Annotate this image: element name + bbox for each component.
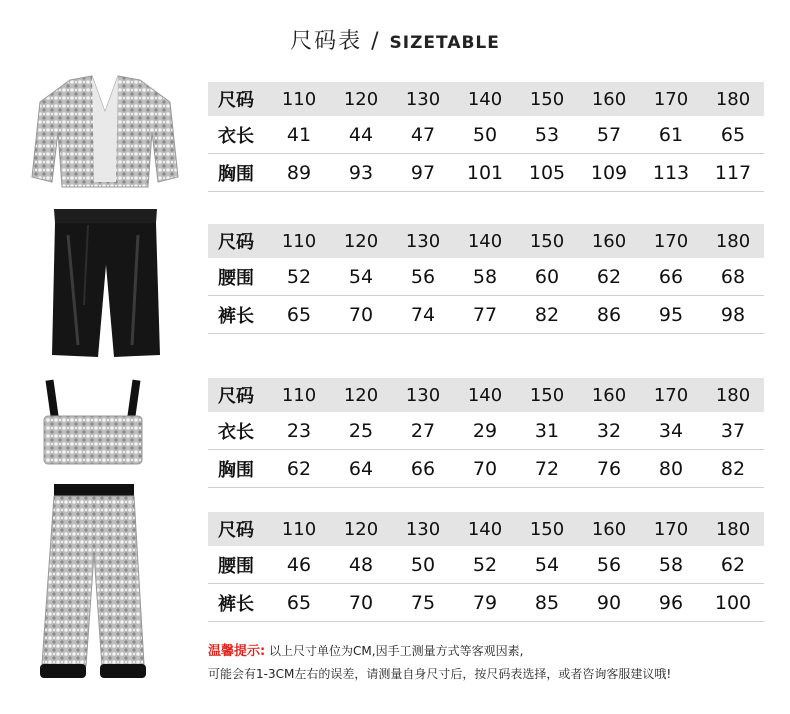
value-cell: 80 (658, 457, 684, 480)
header-label: 尺码 (218, 90, 254, 111)
row-label: 衣长 (218, 421, 254, 443)
value-cell: 60 (534, 265, 560, 288)
tips-title: 温馨提示: (208, 644, 266, 659)
tips-line-2: 可能会有1-3CM左右的误差，请测量自身尺寸后，按尺码表选择，或者咨询客服建议哦! (208, 667, 672, 681)
row-label: 腰围 (218, 555, 254, 577)
value-cell: 65 (286, 591, 312, 614)
value-cell: 70 (472, 457, 498, 480)
value-cell: 48 (348, 553, 374, 576)
size-cell: 120 (343, 88, 379, 110)
value-cell: 74 (410, 303, 436, 326)
value-cell: 52 (286, 265, 312, 288)
header-label: 尺码 (218, 232, 254, 253)
value-cell: 52 (472, 553, 498, 576)
value-cell: 62 (286, 457, 312, 480)
value-cell: 70 (348, 591, 374, 614)
sequin-jacket-image (30, 72, 180, 192)
value-cell: 75 (410, 591, 436, 614)
size-cell: 160 (591, 230, 627, 252)
table-row (208, 584, 764, 622)
row-label: 腰围 (218, 267, 254, 289)
leather-pants-image (48, 205, 163, 365)
size-cell: 130 (405, 518, 441, 540)
table-header-row (208, 378, 764, 412)
value-cell: 77 (472, 303, 498, 326)
value-cell: 68 (720, 265, 746, 288)
value-cell: 86 (596, 303, 622, 326)
size-cell: 110 (281, 88, 317, 110)
size-cell: 160 (591, 384, 627, 406)
value-cell: 65 (286, 303, 312, 326)
value-cell: 50 (410, 553, 436, 576)
size-cell: 120 (343, 518, 379, 540)
row-label: 裤长 (218, 593, 254, 615)
size-cell: 130 (405, 88, 441, 110)
size-cell: 120 (343, 230, 379, 252)
tips-line-1: 以上尺寸单位为CM,因手工测量方式等客观因素, (269, 644, 524, 658)
value-cell: 101 (466, 161, 504, 184)
table-row (208, 412, 764, 450)
value-cell: 117 (714, 161, 752, 184)
size-cell: 130 (405, 384, 441, 406)
size-cell: 150 (529, 518, 565, 540)
value-cell: 32 (596, 419, 622, 442)
value-cell: 96 (658, 591, 684, 614)
table-row (208, 154, 764, 192)
value-cell: 53 (534, 123, 560, 146)
size-cell: 140 (467, 88, 503, 110)
value-cell: 57 (596, 123, 622, 146)
value-cell: 62 (720, 553, 746, 576)
value-cell: 34 (658, 419, 684, 442)
title-en: SIZETABLE (389, 33, 500, 53)
size-cell: 140 (467, 384, 503, 406)
table-row (208, 450, 764, 488)
value-cell: 65 (720, 123, 746, 146)
sequin-jogger-pants-image (32, 484, 152, 684)
table-row (208, 116, 764, 154)
value-cell: 46 (286, 553, 312, 576)
value-cell: 61 (658, 123, 684, 146)
value-cell: 29 (472, 419, 498, 442)
value-cell: 70 (348, 303, 374, 326)
value-cell: 54 (534, 553, 560, 576)
table-header-row (208, 512, 764, 546)
size-cell: 150 (529, 384, 565, 406)
title-separator: / (371, 29, 381, 54)
value-cell: 58 (472, 265, 498, 288)
table-header-row (208, 224, 764, 258)
value-cell: 90 (596, 591, 622, 614)
size-table-leather-pants (208, 224, 764, 334)
value-cell: 54 (348, 265, 374, 288)
table-row (208, 296, 764, 334)
value-cell: 50 (472, 123, 498, 146)
size-cell: 110 (281, 384, 317, 406)
value-cell: 56 (410, 265, 436, 288)
value-cell: 100 (714, 591, 752, 614)
size-cell: 130 (405, 230, 441, 252)
table-row (208, 258, 764, 296)
value-cell: 82 (534, 303, 560, 326)
value-cell: 31 (534, 419, 560, 442)
value-cell: 79 (472, 591, 498, 614)
header-label: 尺码 (218, 520, 254, 541)
size-table-jacket (208, 82, 764, 192)
sequin-crop-top-image (38, 378, 148, 468)
value-cell: 41 (286, 123, 312, 146)
value-cell: 23 (286, 419, 312, 442)
size-cell: 180 (715, 88, 751, 110)
size-cell: 120 (343, 384, 379, 406)
size-cell: 170 (653, 88, 689, 110)
value-cell: 76 (596, 457, 622, 480)
size-cell: 150 (529, 230, 565, 252)
value-cell: 25 (348, 419, 374, 442)
size-table-jogger-pants (208, 512, 764, 622)
size-cell: 170 (653, 384, 689, 406)
value-cell: 66 (658, 265, 684, 288)
value-cell: 89 (286, 161, 312, 184)
value-cell: 44 (348, 123, 374, 146)
tips-note (208, 640, 671, 685)
value-cell: 105 (528, 161, 566, 184)
size-cell: 180 (715, 230, 751, 252)
size-cell: 170 (653, 230, 689, 252)
value-cell: 113 (652, 161, 690, 184)
size-cell: 170 (653, 518, 689, 540)
value-cell: 37 (720, 419, 746, 442)
size-cell: 110 (281, 518, 317, 540)
value-cell: 62 (596, 265, 622, 288)
row-label: 衣长 (218, 125, 254, 147)
value-cell: 85 (534, 591, 560, 614)
size-cell: 110 (281, 230, 317, 252)
value-cell: 93 (348, 161, 374, 184)
size-cell: 160 (591, 518, 627, 540)
header-label: 尺码 (218, 386, 254, 407)
value-cell: 66 (410, 457, 436, 480)
table-header-row (208, 82, 764, 116)
size-cell: 180 (715, 384, 751, 406)
page-title (0, 24, 790, 55)
value-cell: 98 (720, 303, 746, 326)
value-cell: 109 (590, 161, 628, 184)
row-label: 胸围 (218, 459, 254, 481)
value-cell: 72 (534, 457, 560, 480)
row-label: 胸围 (218, 163, 254, 185)
value-cell: 27 (410, 419, 436, 442)
row-label: 裤长 (218, 305, 254, 327)
value-cell: 64 (348, 457, 374, 480)
size-cell: 140 (467, 518, 503, 540)
value-cell: 97 (410, 161, 436, 184)
value-cell: 82 (720, 457, 746, 480)
title-zh: 尺码表 (290, 29, 363, 54)
table-row (208, 546, 764, 584)
value-cell: 95 (658, 303, 684, 326)
value-cell: 47 (410, 123, 436, 146)
size-table-crop-top (208, 378, 764, 488)
value-cell: 56 (596, 553, 622, 576)
size-cell: 180 (715, 518, 751, 540)
value-cell: 58 (658, 553, 684, 576)
size-cell: 160 (591, 88, 627, 110)
size-cell: 150 (529, 88, 565, 110)
size-cell: 140 (467, 230, 503, 252)
